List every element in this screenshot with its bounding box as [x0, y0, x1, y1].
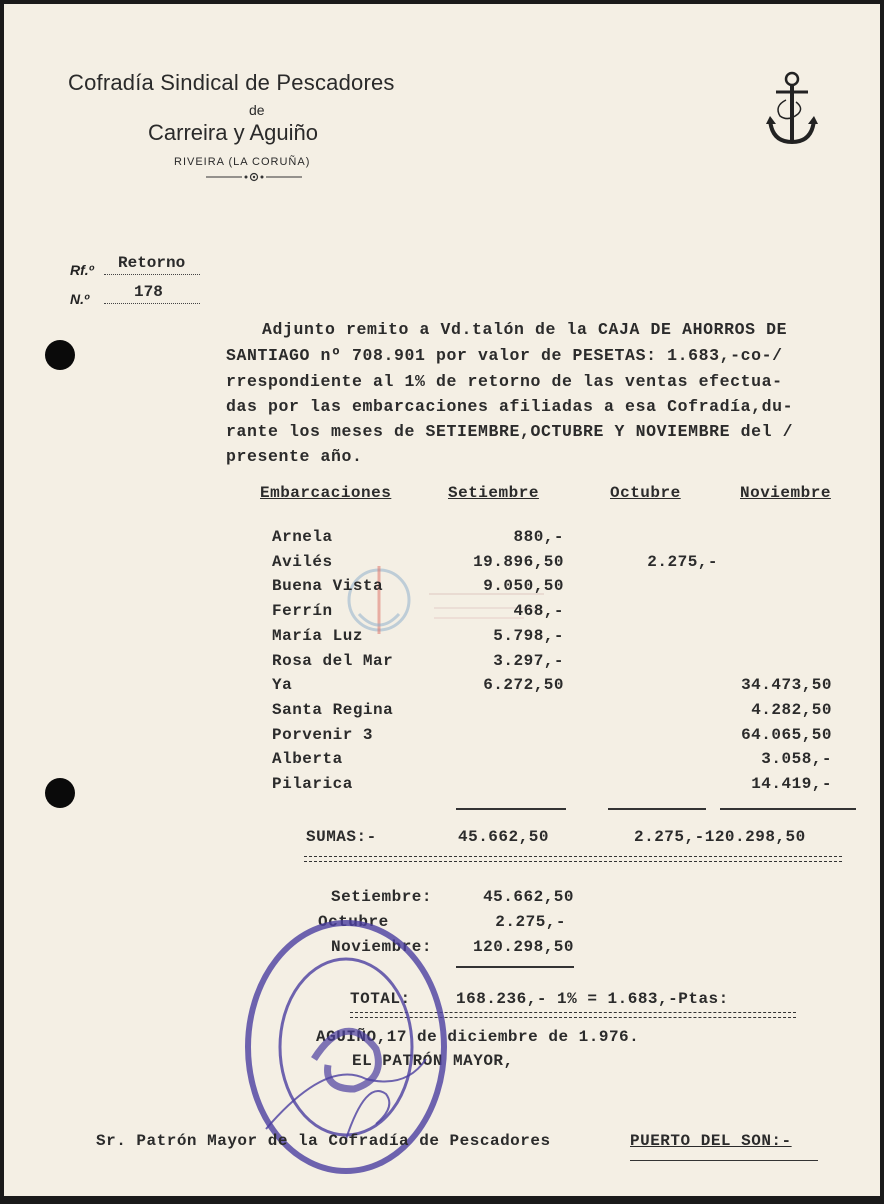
rf-field: [104, 254, 200, 275]
letterhead-title: Cofradía Sindical de Pescadores: [68, 70, 395, 95]
octubre-value: 2.275,-: [647, 552, 718, 571]
total-line: 168.236,- 1% = 1.683,-Ptas:: [456, 990, 729, 1008]
letterhead-place: Carreira y Aguiño: [148, 120, 318, 145]
sum-setiembre: 45.662,50: [458, 828, 549, 846]
col-header-embarcaciones: Embarcaciones: [260, 484, 392, 502]
addressee-prefix: Sr. Patrón Mayor de la Cofradía de Pescadores: [96, 1132, 551, 1150]
col-header-setiembre: Setiembre: [448, 484, 539, 502]
closing-date: AGUIÑO,17 de diciembre de 1.976.: [316, 1028, 640, 1046]
vessel-name: Pilarica: [272, 775, 353, 793]
vessel-name: Buena Vista: [272, 577, 384, 596]
body-line: rrespondiente al 1% de retorno de las ventas efectua-: [226, 372, 783, 391]
body-line: rante los meses de SETIEMBRE,OCTUBRE Y NOVIEMBRE del /: [226, 422, 794, 441]
sum-octubre-noviembre: 2.275,-120.298,50: [634, 828, 806, 846]
vessel-name: Ferrín: [272, 602, 333, 621]
body-line: Adjunto remito a Vd.talón de la CAJA DE AHORROS DE: [262, 320, 788, 339]
summary-label: Octubre: [318, 913, 389, 931]
summary-label: Setiembre:: [330, 888, 432, 906]
double-rule: [304, 856, 842, 857]
setiembre-value: 880,-: [513, 528, 564, 546]
vessel-name: Santa Regina: [272, 700, 394, 719]
summary-rule: [456, 966, 574, 968]
setiembre-value: 468,-: [513, 602, 564, 621]
rf-label: Rf.º: [70, 262, 94, 278]
body-line: presente año.: [226, 447, 363, 466]
punch-hole: [45, 340, 75, 370]
addressee-place: PUERTO DEL SON:-: [630, 1132, 792, 1150]
double-rule: [304, 861, 842, 862]
setiembre-value: 5.798,-: [493, 626, 564, 645]
sum-rule: [608, 808, 706, 810]
sum-rule: [720, 808, 856, 810]
letterhead-location: RIVEIRA (LA CORUÑA): [174, 156, 311, 168]
noviembre-value: 14.419,-: [751, 775, 832, 793]
noviembre-value: 34.473,50: [741, 676, 832, 695]
closing-signer: EL PATRÓN MAYOR,: [352, 1052, 514, 1070]
noviembre-value: 4.282,50: [751, 700, 832, 719]
setiembre-value: 19.896,50: [473, 552, 564, 571]
setiembre-value: 9.050,50: [483, 577, 564, 596]
noviembre-value: 64.065,50: [741, 725, 832, 744]
addressee-rule: [630, 1160, 818, 1161]
vessel-name: Alberta: [272, 750, 343, 769]
no-value: 178: [134, 283, 163, 301]
setiembre-value: 3.297,-: [493, 651, 564, 670]
sum-rule: [456, 808, 566, 810]
sums-label: SUMAS:-: [306, 828, 377, 846]
letterhead-de: de: [249, 102, 265, 118]
vessel-name: Rosa del Mar: [272, 651, 394, 670]
summary-value: 120.298,50: [472, 938, 574, 956]
total-label: TOTAL:: [350, 990, 411, 1008]
body-line: das por las embarcaciones afiliadas a esa Cofradía,du-: [226, 397, 794, 416]
vessel-name: Avilés: [272, 552, 333, 571]
col-header-octubre: Octubre: [610, 484, 681, 502]
no-label: N.º: [70, 291, 90, 307]
vessel-name: María Luz: [272, 626, 363, 645]
setiembre-value: 6.272,50: [483, 676, 564, 695]
vessel-name: Ya: [272, 676, 293, 695]
summary-value: 2.275,-: [495, 913, 566, 931]
no-field: [104, 283, 200, 304]
rf-value: Retorno: [118, 254, 186, 272]
anchor-icon: [764, 70, 820, 148]
col-header-noviembre: Noviembre: [740, 484, 831, 502]
body-line: SANTIAGO nº 708.901 por valor de PESETAS: 1.683,-co-/: [226, 346, 783, 365]
punch-hole: [45, 778, 75, 808]
vessel-name: Porvenir 3: [272, 725, 374, 744]
document-page: [4, 4, 880, 1196]
ornament-divider: [204, 172, 304, 182]
vessel-name: Arnela: [272, 528, 333, 546]
noviembre-value: 3.058,-: [761, 750, 832, 769]
summary-label: Noviembre:: [330, 938, 432, 956]
summary-value: 45.662,50: [483, 888, 574, 906]
